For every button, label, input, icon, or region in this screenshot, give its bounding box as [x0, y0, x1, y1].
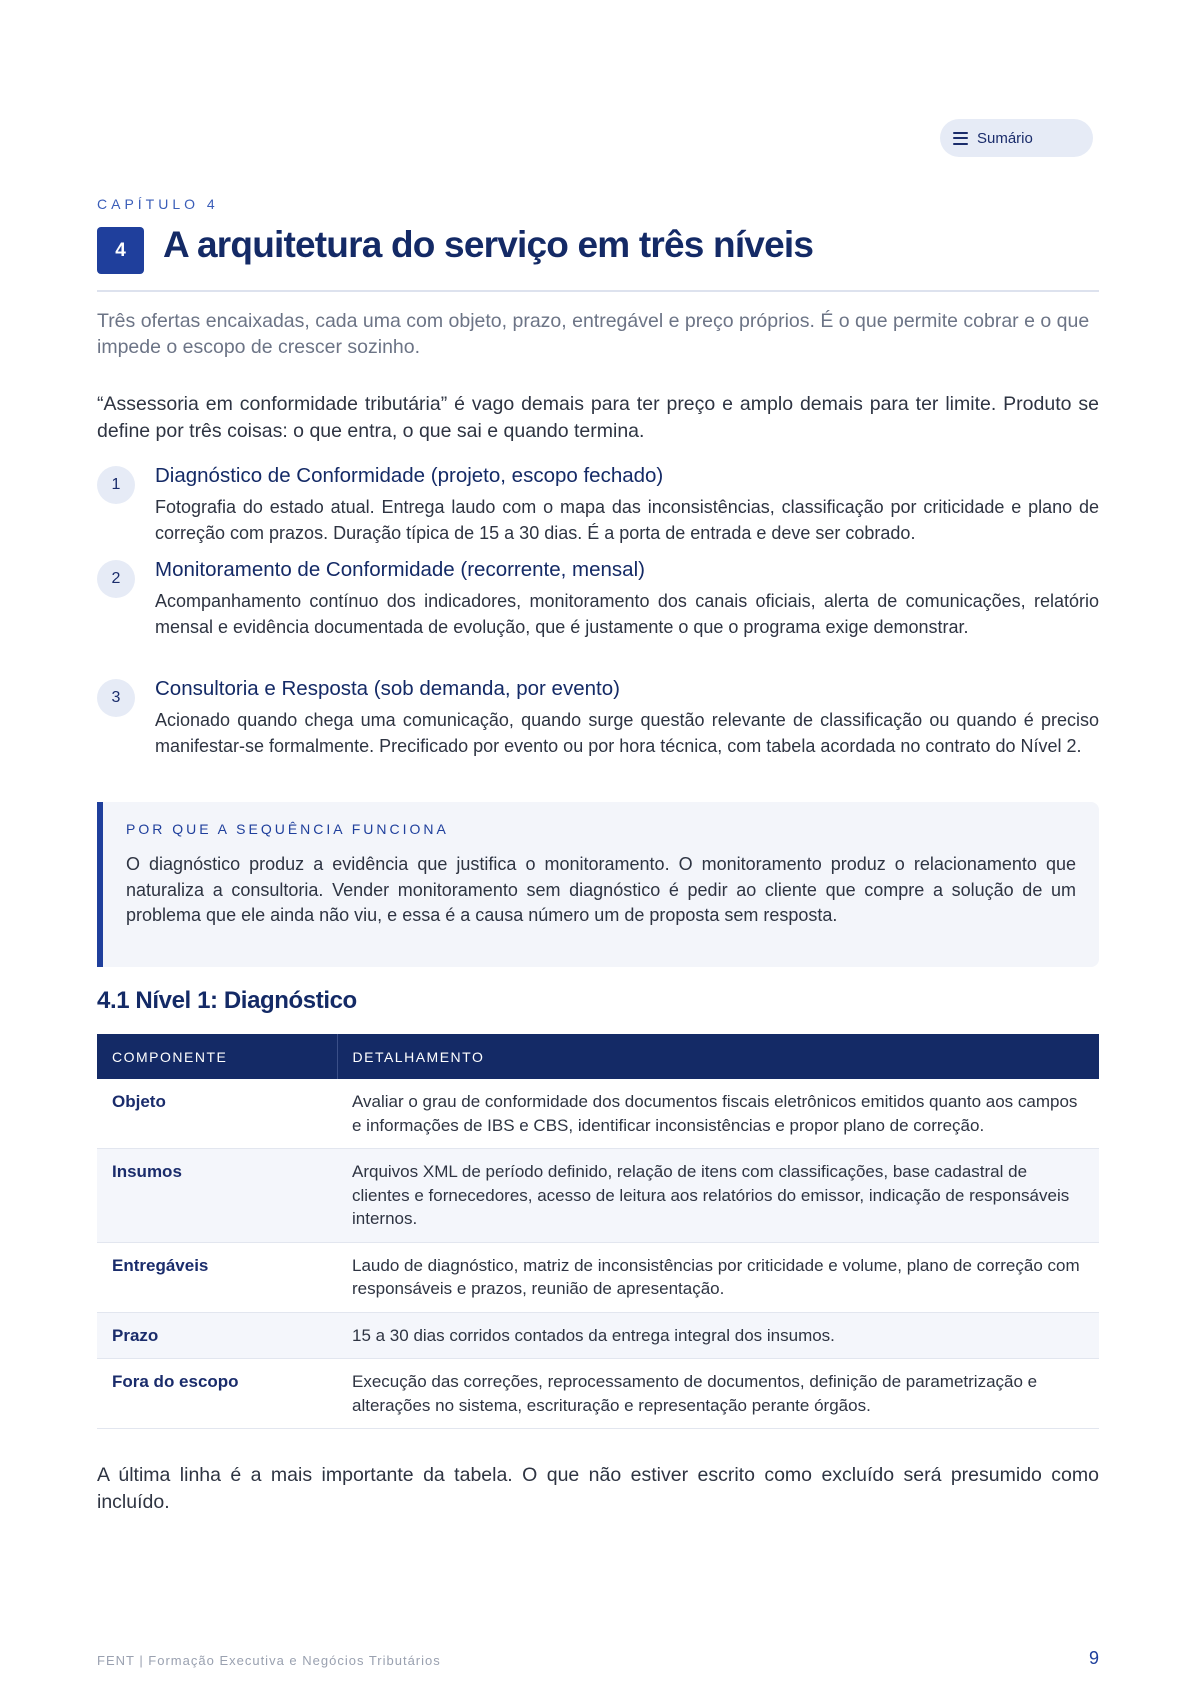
- table-row: [97, 1079, 1099, 1149]
- page-number: 9: [1088, 1648, 1099, 1668]
- callout-kicker: POR QUE A SEQUÊNCIA FUNCIONA: [126, 821, 449, 837]
- level-description: Acompanhamento contínuo dos indicadores, monitoramento dos canais oficiais, alerta de comunicações, relatório mensal e evidência documentada de evolução, que é justamente o que o programa exige demonstrar.: [155, 591, 1099, 637]
- title-divider: [97, 290, 1099, 292]
- row-label: Insumos: [97, 1149, 337, 1243]
- row-detail: Laudo de diagnóstico, matriz de inconsistências por criticidade e volume, plano de correção com responsáveis e prazos, reunião de apresentação.: [337, 1242, 1099, 1312]
- table-row: [97, 1312, 1099, 1359]
- chapter-lead: Três ofertas encaixadas, cada uma com objeto, prazo, entregável e preço próprios. É o que permite cobrar e o que impede o escopo de crescer sozinho.: [97, 310, 1090, 358]
- row-label: Entregáveis: [97, 1242, 337, 1312]
- chapter-title: A arquitetura do serviço em três níveis: [163, 224, 814, 265]
- row-label: Fora do escopo: [97, 1359, 337, 1429]
- row-detail: Arquivos XML de período definido, relação de itens com classificações, base cadastral de clientes e fornecedores, acesso de leitura aos relatórios do emissor, indicação de responsáveis internos.: [337, 1149, 1099, 1243]
- row-detail: 15 a 30 dias corridos contados da entrega integral dos insumos.: [337, 1312, 1099, 1359]
- level-title: Monitoramento de Conformidade (recorrente, mensal): [155, 558, 645, 581]
- chapter-kicker: CAPÍTULO 4: [97, 196, 219, 212]
- row-label: Objeto: [97, 1079, 337, 1149]
- footer-text: FENT | Formação Executiva e Negócios Tributários: [97, 1653, 441, 1668]
- menu-icon: [953, 132, 968, 145]
- diagnostic-table: [97, 1034, 1099, 1429]
- level-number-badge: 3: [97, 679, 135, 717]
- callout-body: O diagnóstico produz a evidência que justifica o monitoramento. O monitoramento produz o relacionamento que naturaliza a consultoria. Vender monitoramento sem diagnóstico é pedir ao cliente que compre a solução de um problema que ele ainda não viu, e essa é a causa número um de proposta sem resposta.: [126, 854, 1076, 925]
- closing-paragraph: A última linha é a mais importante da tabela. O que não estiver escrito como excluído será presumido como incluído.: [97, 1464, 1099, 1513]
- level-title: Consultoria e Resposta (sob demanda, por evento): [155, 677, 620, 700]
- level-number-badge: 1: [97, 466, 135, 504]
- summary-button-label: Sumário: [977, 129, 1033, 147]
- callout-box: [97, 802, 1099, 967]
- column-header-details: DETALHAMENTO: [337, 1034, 1099, 1079]
- level-description: Fotografia do estado atual. Entrega laudo com o mapa das inconsistências, classificação por criticidade e plano de correção com prazos. Duração típica de 15 a 30 dias. É a porta de entrada e deve ser cobrado.: [155, 497, 1099, 543]
- level-title: Diagnóstico de Conformidade (projeto, escopo fechado): [155, 464, 664, 487]
- row-detail: Execução das correções, reprocessamento de documentos, definição de parametrização e alterações no sistema, escrituração e representação perante órgãos.: [337, 1359, 1099, 1429]
- level-description: Acionado quando chega uma comunicação, quando surge questão relevante de classificação ou quando é preciso manifestar-se formalmente. Precificado por evento ou por hora técnica, com tabela acordada no contrato do Nível 2.: [155, 710, 1099, 756]
- level-number-badge: 2: [97, 560, 135, 598]
- column-header-component: COMPONENTE: [97, 1034, 337, 1079]
- summary-button[interactable]: [940, 119, 1093, 157]
- chapter-number-badge: 4: [97, 227, 144, 274]
- section-heading: 4.1 Nível 1: Diagnóstico: [97, 987, 357, 1014]
- row-label: Prazo: [97, 1312, 337, 1359]
- table-header-row: [97, 1034, 1099, 1079]
- table-row: [97, 1149, 1099, 1243]
- table-row: [97, 1359, 1099, 1429]
- intro-paragraph: “Assessoria em conformidade tributária” é vago demais para ter preço e amplo demais para ter limite. Produto se define por três coisas: o que entra, o que sai e quando termina.: [97, 393, 1099, 442]
- table-row: [97, 1242, 1099, 1312]
- row-detail: Avaliar o grau de conformidade dos documentos fiscais eletrônicos emitidos quanto aos campos e informações de IBS e CBS, identificar inconsistências e propor plano de correção.: [337, 1079, 1099, 1149]
